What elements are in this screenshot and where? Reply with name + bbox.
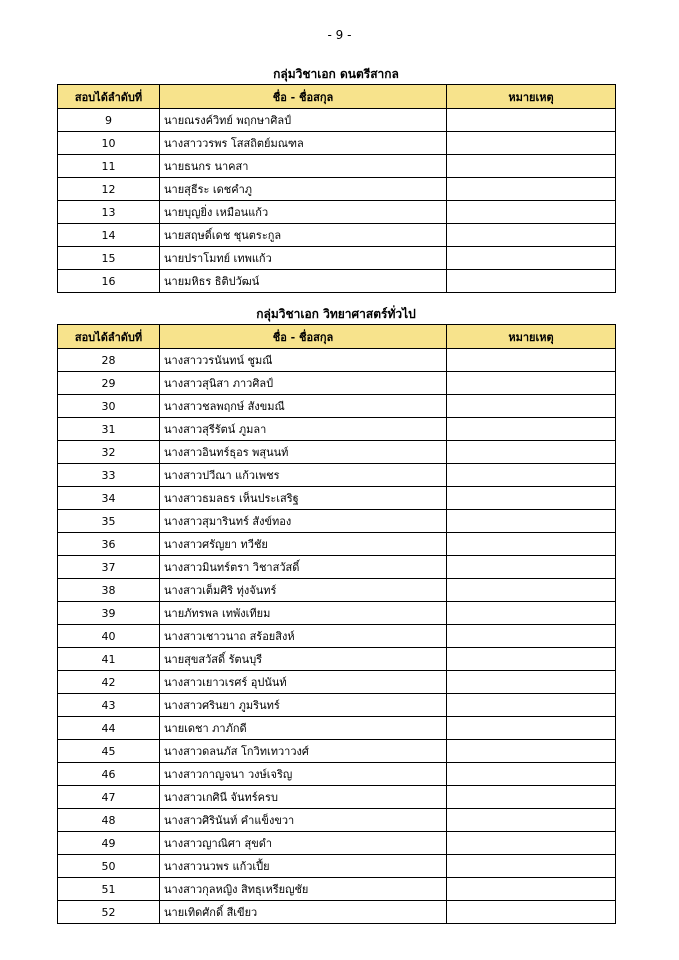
header-note: หมายเหตุ [447,85,616,109]
table-row [58,740,616,763]
name-cell: นายบุญยิ่ง เหมือนแก้ว [160,201,447,224]
table-row [58,694,616,717]
rank-cell: 32 [58,441,160,464]
note-cell [447,855,616,878]
name-cell: นางสาวสุรีรัตน์ ภูมลา [160,418,447,441]
name-cell: นายสุธีระ เดชคำภู [160,178,447,201]
note-cell [447,786,616,809]
table-row [58,855,616,878]
rank-cell: 39 [58,602,160,625]
note-cell [447,132,616,155]
note-cell [447,178,616,201]
table-row [58,510,616,533]
note-cell [447,109,616,132]
note-cell [447,201,616,224]
table-row [58,809,616,832]
name-cell: นางสาวดลนภัส โกวิทเทวาวงศ์ [160,740,447,763]
note-cell [447,270,616,293]
table-row [58,625,616,648]
note-cell [447,487,616,510]
name-cell: นางสาวสุมารินทร์ สังข์ทอง [160,510,447,533]
music-roster-table [57,84,616,293]
note-cell [447,694,616,717]
section-title-science: กลุ่มวิชาเอก วิทยาศาสตร์ทั่วไป [256,307,416,321]
table-row [58,832,616,855]
name-cell: นางสาวชลพฤกษ์ สังขมณี [160,395,447,418]
note-cell [447,671,616,694]
rank-cell: 51 [58,878,160,901]
table-row [58,201,616,224]
section-title-music: กลุ่มวิชาเอก ดนตรีสากล [273,67,399,81]
rank-cell: 16 [58,270,160,293]
table-row [58,418,616,441]
rank-cell: 42 [58,671,160,694]
rank-cell: 47 [58,786,160,809]
name-cell: นางสาวปวีณา แก้วเพชร [160,464,447,487]
table-row [58,786,616,809]
note-cell [447,395,616,418]
note-cell [447,533,616,556]
table-row [58,901,616,924]
rank-cell: 52 [58,901,160,924]
rank-cell: 14 [58,224,160,247]
table-row [58,109,616,132]
rank-cell: 15 [58,247,160,270]
note-cell [447,832,616,855]
note-cell [447,224,616,247]
note-cell [447,349,616,372]
table-row [58,602,616,625]
name-cell: นางสาวธมลธร เห็นประเสริฐ [160,487,447,510]
header-note: หมายเหตุ [447,325,616,349]
note-cell [447,763,616,786]
note-cell [447,625,616,648]
rank-cell: 12 [58,178,160,201]
table-row [58,717,616,740]
table-row [58,349,616,372]
rank-cell: 36 [58,533,160,556]
rank-cell: 46 [58,763,160,786]
rank-cell: 10 [58,132,160,155]
table-row [58,487,616,510]
science-roster-table [57,324,616,924]
name-cell: นางสาวศิรินันท์ คำแข็งขวา [160,809,447,832]
header-name: ชื่อ - ชื่อสกุล [160,325,447,349]
rank-cell: 44 [58,717,160,740]
name-cell: นายสุขสวัสดิ์ รัตนบุรี [160,648,447,671]
rank-cell: 31 [58,418,160,441]
table-row [58,395,616,418]
table-header-row [58,325,616,349]
table-row [58,579,616,602]
header-rank: สอบได้ลำดับที่ [58,325,160,349]
science-roster-body [58,349,616,924]
note-cell [447,648,616,671]
note-cell [447,602,616,625]
rank-cell: 35 [58,510,160,533]
table-row [58,671,616,694]
rank-cell: 38 [58,579,160,602]
name-cell: นายธนกร นาคสา [160,155,447,178]
rank-cell: 33 [58,464,160,487]
note-cell [447,740,616,763]
note-cell [447,155,616,178]
music-roster-body [58,109,616,293]
note-cell [447,878,616,901]
note-cell [447,579,616,602]
table-row [58,224,616,247]
name-cell: นางสาวนวพร แก้วเปี้ย [160,855,447,878]
name-cell: นางสาวสุนิสา ภาวศิลป์ [160,372,447,395]
name-cell: นางสาวเต็มศิริ ทุ่งจันทร์ [160,579,447,602]
rank-cell: 37 [58,556,160,579]
note-cell [447,247,616,270]
table-row [58,155,616,178]
table-row [58,556,616,579]
note-cell [447,441,616,464]
name-cell: นายสฤษดิ์เดช ชุนตระกูล [160,224,447,247]
rank-cell: 45 [58,740,160,763]
table-row [58,372,616,395]
table-row [58,247,616,270]
name-cell: นางสาวเกศินี จันทร์ครบ [160,786,447,809]
name-cell: นางสาวเชาวนาถ สร้อยสิงห์ [160,625,447,648]
name-cell: นายเทิดศักดิ์ สีเขียว [160,901,447,924]
name-cell: นางสาวอินทร์ธุอร พสุนนท์ [160,441,447,464]
note-cell [447,901,616,924]
name-cell: นางสาววรนันทน์ ชูมณี [160,349,447,372]
name-cell: นางสาวศรัญยา ทวีชัย [160,533,447,556]
table-row [58,270,616,293]
rank-cell: 13 [58,201,160,224]
note-cell [447,717,616,740]
name-cell: นางสาวเยาวเรศร์ อุปนันท์ [160,671,447,694]
name-cell: นางสาวกุลหญิง สิทธุเหรียญชัย [160,878,447,901]
name-cell: นางสาวญาณิศา สุขดำ [160,832,447,855]
note-cell [447,809,616,832]
table-row [58,763,616,786]
note-cell [447,464,616,487]
table-row [58,648,616,671]
rank-cell: 29 [58,372,160,395]
table-header-row [58,85,616,109]
table-row [58,533,616,556]
rank-cell: 48 [58,809,160,832]
name-cell: นางสาววรพร โสสถิตย์มณฑล [160,132,447,155]
name-cell: นางสาวศรินยา ภูมรินทร์ [160,694,447,717]
note-cell [447,418,616,441]
name-cell: นางสาวมินทร์ตรา วิชาสวัสดิ์ [160,556,447,579]
name-cell: นางสาวกาญจนา วงษ์เจริญ [160,763,447,786]
note-cell [447,510,616,533]
rank-cell: 9 [58,109,160,132]
table-row [58,178,616,201]
table-row [58,441,616,464]
rank-cell: 40 [58,625,160,648]
note-cell [447,372,616,395]
rank-cell: 41 [58,648,160,671]
name-cell: นายเดชา ภาภักดี [160,717,447,740]
rank-cell: 11 [58,155,160,178]
name-cell: นายมหิธร ธิติปวัฒน์ [160,270,447,293]
rank-cell: 34 [58,487,160,510]
name-cell: นายภัทรพล เทพังเทียม [160,602,447,625]
note-cell [447,556,616,579]
rank-cell: 30 [58,395,160,418]
name-cell: นายปราโมทย์ เทพแก้ว [160,247,447,270]
header-rank: สอบได้ลำดับที่ [58,85,160,109]
table-row [58,464,616,487]
table-row [58,132,616,155]
rank-cell: 43 [58,694,160,717]
header-name: ชื่อ - ชื่อสกุล [160,85,447,109]
rank-cell: 50 [58,855,160,878]
name-cell: นายณรงค์วิทย์ พฤกษาศิลป์ [160,109,447,132]
rank-cell: 49 [58,832,160,855]
page-number: - 9 - [327,28,352,42]
rank-cell: 28 [58,349,160,372]
table-row [58,878,616,901]
